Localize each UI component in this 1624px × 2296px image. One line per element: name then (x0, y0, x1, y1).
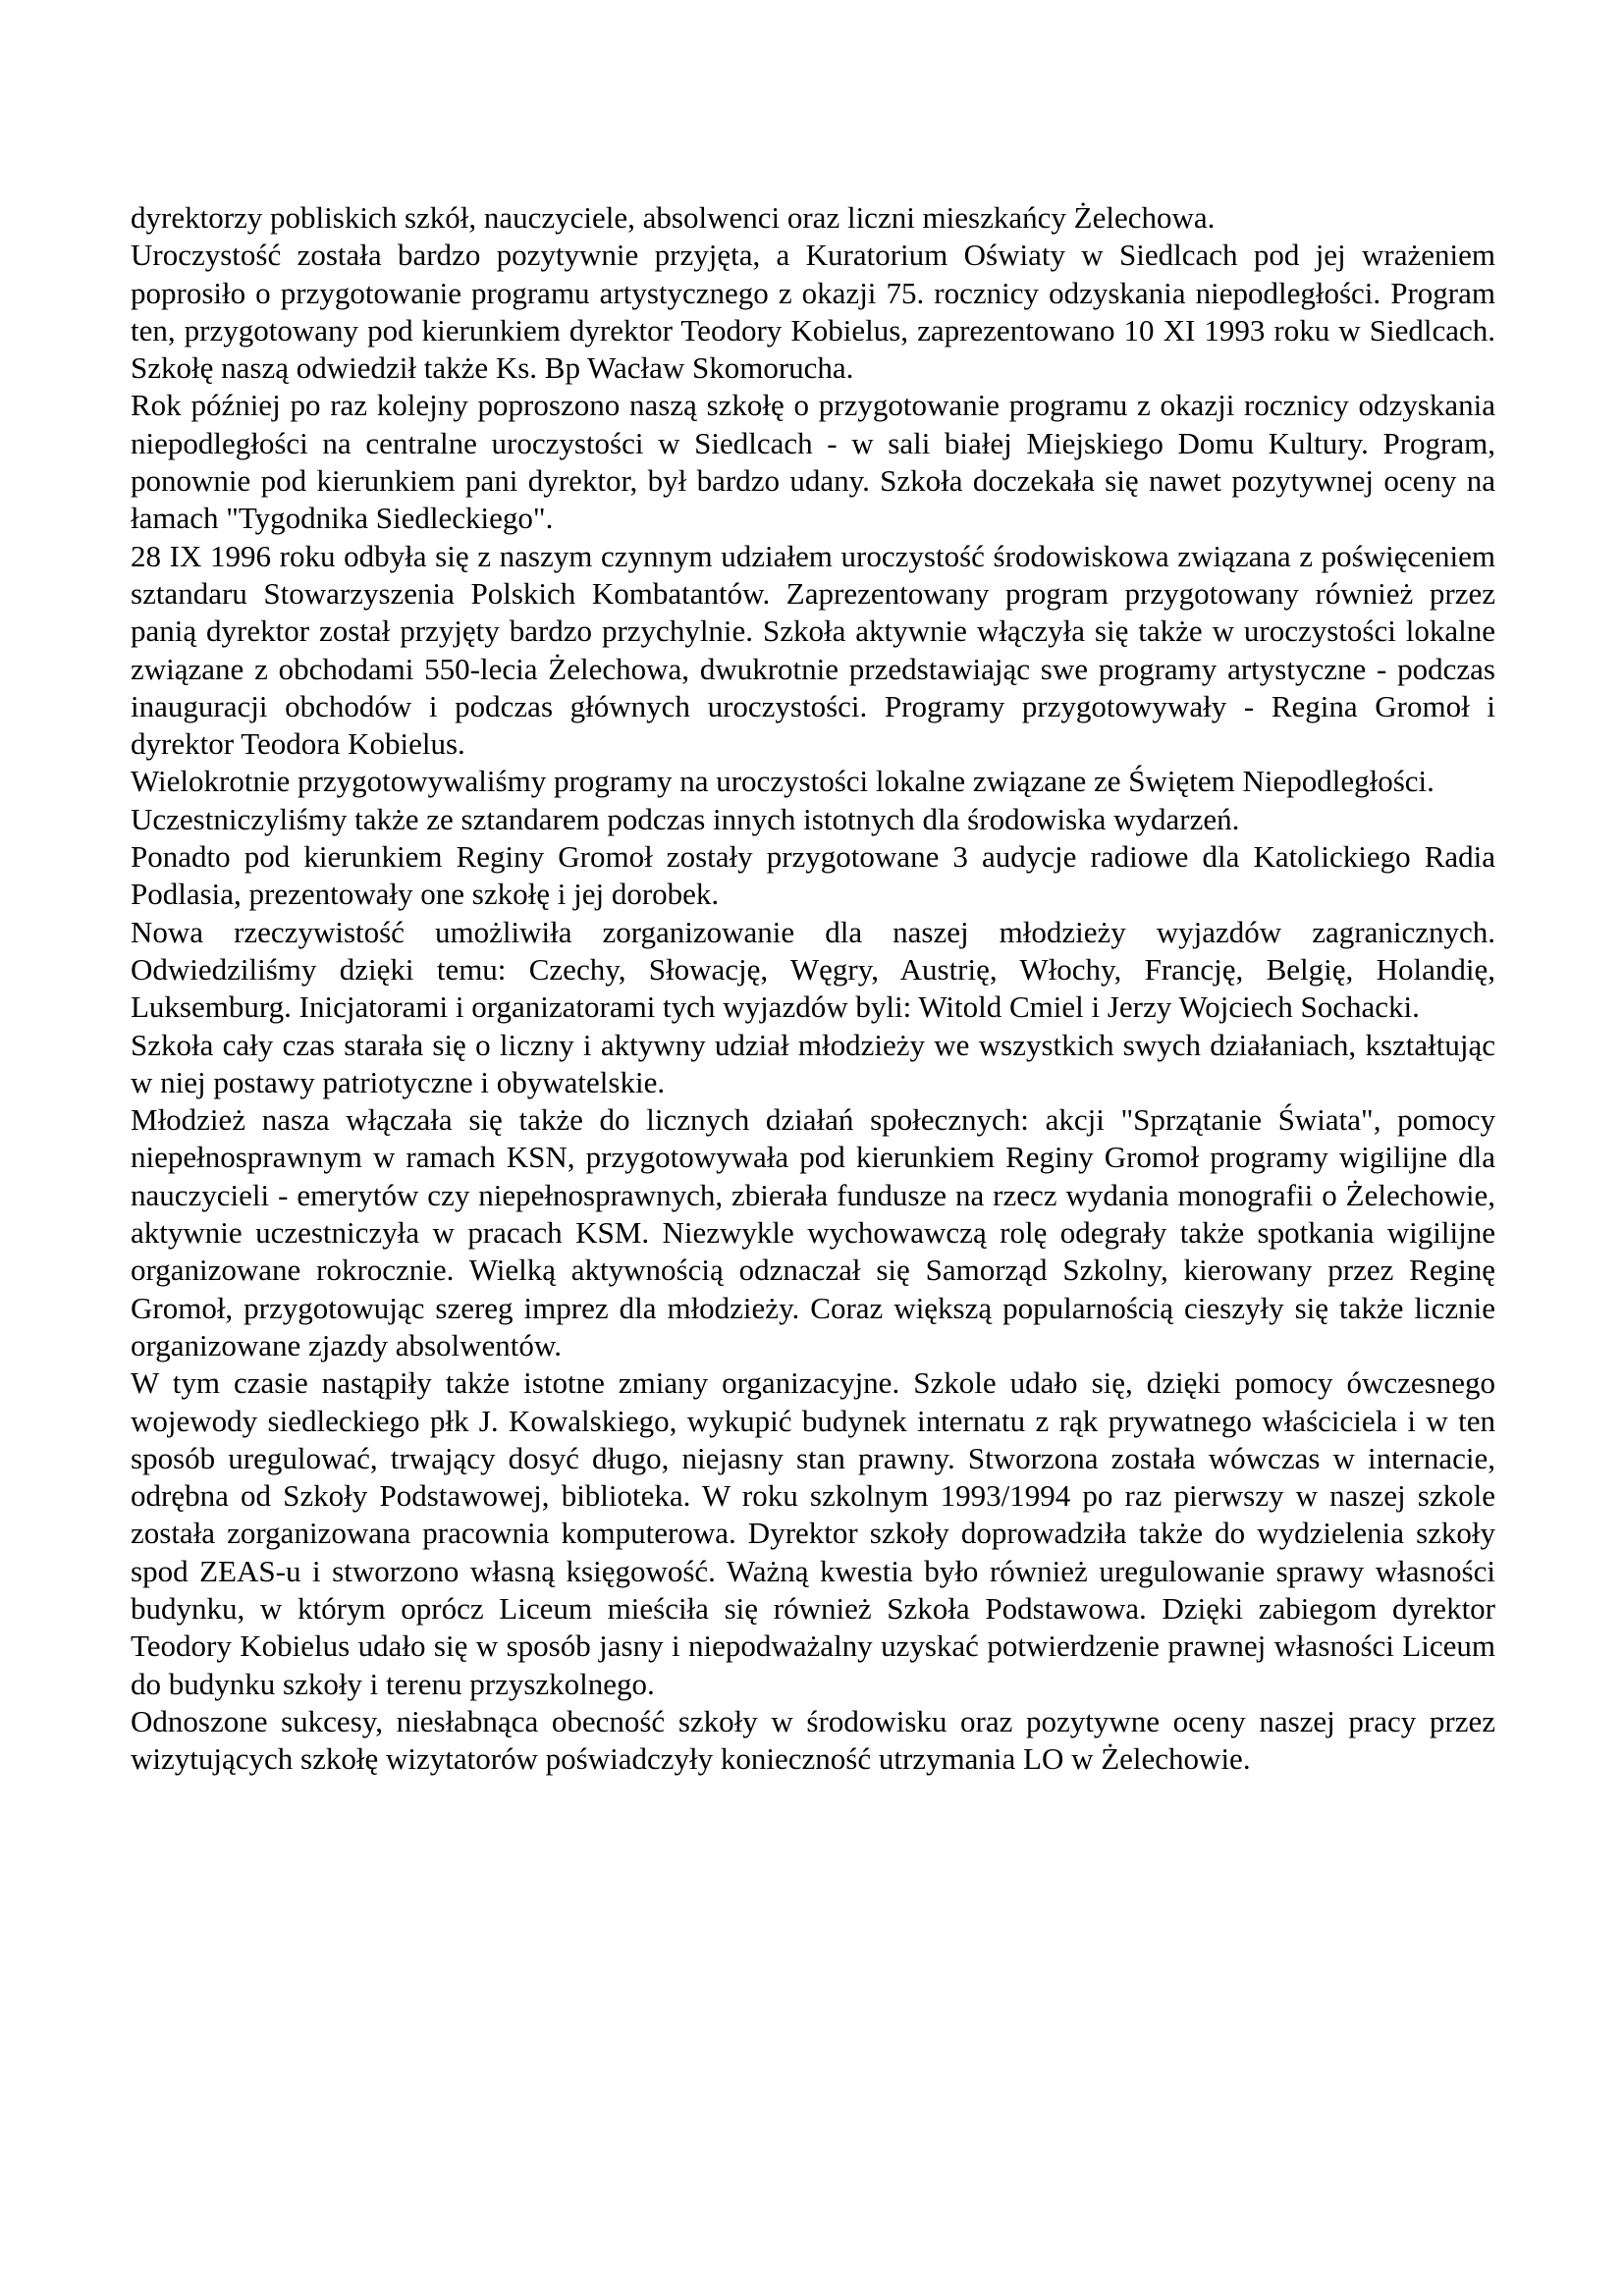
document-text-block (131, 199, 1495, 1778)
paragraph: Rok później po raz kolejny poproszono naszą szkołę o przygotowanie programu z okazji rocznicy odzyskania niepodległości na centralne uroczystości w Siedlcach - w sali białej Miejskiego Domu Kultury. Program, ponownie pod kierunkiem pani dyrektor, był bardzo udany. Szkoła doczekała się nawet pozytywnej oceny na łamach "Tygodnika Siedleckiego". (131, 388, 1495, 536)
paragraph: Szkoła cały czas starała się o liczny i aktywny udział młodzieży we wszystkich swych działaniach, kształtując w niej postawy patriotyczne i obywatelskie. (131, 1027, 1495, 1099)
paragraph: Ponadto pod kierunkiem Reginy Gromoł zostały przygotowane 3 audycje radiowe dla Katolickiego Radia Podlasia, prezentowały one szkołę i jej dorobek. (131, 839, 1495, 912)
paragraph: Młodzież nasza włączała się także do licznych działań społecznych: akcji "Sprzątanie Świata", pomocy niepełnosprawnym w ramach KSN, przygotowywała pod kierunkiem Reginy Gromoł programy wigilijne dla nauczycieli - emerytów czy niepełnosprawnych, zbierała fundusze na rzecz wydania monografii o Żelechowie, aktywnie uczestniczyła w pracach KSM. Niezwykle wychowawczą rolę odegrały także spotkania wigilijne organizowane rokrocznie. Wielką aktywnością odznaczał się Samorząd Szkolny, kierowany przez Reginę Gromoł, przygotowując szereg imprez dla młodzieży. Coraz większą popularnością cieszyły się także licznie organizowane zjazdy absolwentów. (131, 1102, 1495, 1362)
paragraph: W tym czasie nastąpiły także istotne zmiany organizacyjne. Szkole udało się, dzięki pomocy ówczesnego wojewody siedleckiego płk J. Kowalskiego, wykupić budynek internatu z rąk prywatnego właściciela i w ten sposób uregulować, trwający dosyć długo, niejasny stan prawny. Stworzona została wówczas w internacie, odrębna od Szkoły Podstawowej, biblioteka. W roku szkolnym 1993/1994 po raz pierwszy w naszej szkole została zorganizowana pracownia komputerowa. Dyrektor szkoły doprowadziła także do wydzielenia szkoły spod ZEAS-u i stworzono własną księgowość. Ważną kwestia było również uregulowanie sprawy własności budynku, w którym oprócz Liceum mieściła się również Szkoła Podstawowa. Dzięki zabiegom dyrektor Teodory Kobielus udało się w sposób jasny i niepodważalny uzyskać potwierdzenie prawnej własności Liceum do budynku szkoły i terenu przyszkolnego. (131, 1365, 1495, 1701)
paragraph: Wielokrotnie przygotowywaliśmy programy na uroczystości lokalne związane ze Świętem Niepodległości. (131, 764, 1435, 799)
paragraph: dyrektorzy pobliskich szkół, nauczyciele, absolwenci oraz liczni mieszkańcy Żelechowa. (131, 200, 1216, 235)
paragraph: Uroczystość została bardzo pozytywnie przyjęta, a Kuratorium Oświaty w Siedlcach pod jej wrażeniem poprosiło o przygotowanie programu artystycznego z okazji 75. rocznicy odzyskania niepodległości. Program ten, przygotowany pod kierunkiem dyrektor Teodory Kobielus, zaprezentowano 10 XI 1993 roku w Siedlcach. Szkołę naszą odwiedził także Ks. Bp Wacław Skomorucha. (131, 238, 1495, 386)
paragraph: Odnoszone sukcesy, niesłabnąca obecność szkoły w środowisku oraz pozytywne oceny naszej pracy przez wizytujących szkołę wizytatorów poświadczyły konieczność utrzymania LO w Żelechowie. (131, 1703, 1495, 1777)
paragraph: Uczestniczyliśmy także ze sztandarem podczas innych istotnych dla środowiska wydarzeń. (131, 801, 1240, 836)
paragraph: 28 IX 1996 roku odbyła się z naszym czynnym udziałem uroczystość środowiskowa związana z poświęceniem sztandaru Stowarzyszenia Polskich Kombatantów. Zaprezentowany program przygotowany również przez panią dyrektor został przyjęty bardzo przychylnie. Szkoła aktywnie włączyła się także w uroczystości lokalne związane z obchodami 550-lecia Żelechowa, dwukrotnie przedstawiając swe programy artystyczne - podczas inauguracji obchodów i podczas głównych uroczystości. Programy przygotowywały - Regina Gromoł i dyrektor Teodora Kobielus. (131, 538, 1495, 762)
paragraph: Nowa rzeczywistość umożliwiła zorganizowanie dla naszej młodzieży wyjazdów zagranicznych. Odwiedziliśmy dzięki temu: Czechy, Słowację, Węgry, Austrię, Włochy, Francję, Belgię, Holandię, Luksemburg. Inicjatorami i organizatorami tych wyjazdów byli: Witold Cmiel i Jerzy Wojciech Sochacki. (131, 914, 1495, 1025)
